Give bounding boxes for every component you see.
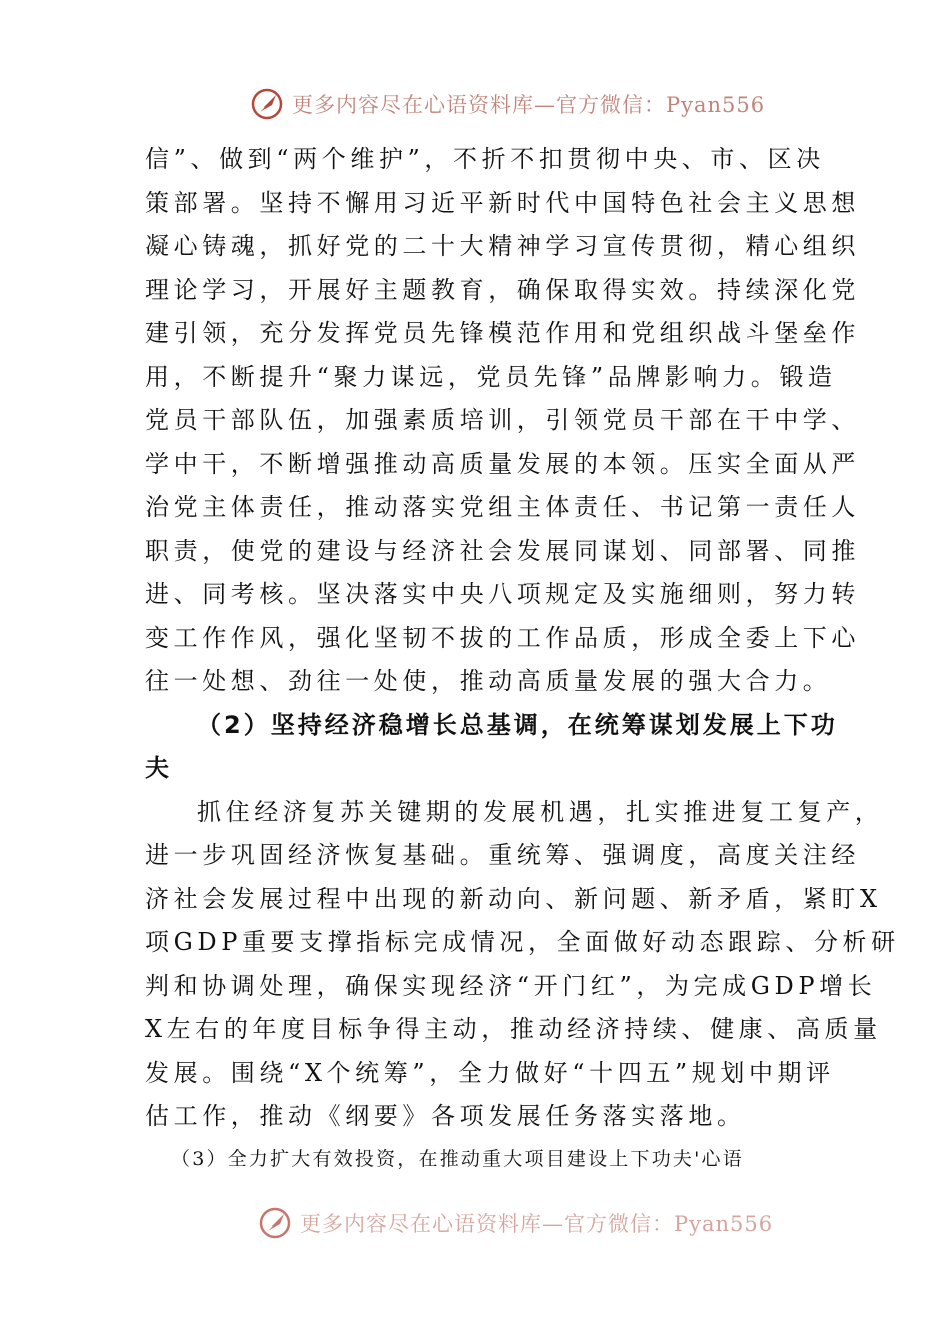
header-watermark xyxy=(250,84,766,124)
quill-pen-logo-icon xyxy=(250,87,284,121)
section-heading-2 xyxy=(145,704,838,791)
text-line: 往一处想、劲往一处使，推动高质量发展的强大合力。 xyxy=(145,667,832,695)
text-line: 职责，使党的建设与经济社会发展同谋划、同部署、同推 xyxy=(145,536,860,565)
text-line: 变工作作风，强化坚韧不拔的工作品质，形成全委上下心 xyxy=(145,623,860,652)
text-line: 学中干，不断增强推动高质量发展的本领。压实全面从严 xyxy=(145,449,860,478)
paragraph-party-building xyxy=(145,138,860,704)
text-line: 进、同考核。坚决落实中央八项规定及实施细则，努力转 xyxy=(145,580,860,608)
section-heading-3: （3）全力扩大有效投资，在推动重大项目建设上下功夫'心语 xyxy=(171,1147,744,1170)
heading-line: （2）坚持经济稳增长总基调，在统筹谋划发展上下功 xyxy=(197,710,838,739)
paragraph-economy xyxy=(145,791,900,1139)
text-line: 估工作，推动《纲要》各项发展任务落实落地。 xyxy=(145,1102,746,1130)
text-line: 凝心铸魂，抓好党的二十大精神学习宣传贯彻，精心组织 xyxy=(145,232,860,260)
text-line: 党员干部队伍，加强素质培训，引领党员干部在干中学、 xyxy=(145,406,860,434)
text-line: 策部署。坚持不懈用习近平新时代中国特色社会主义思想 xyxy=(145,188,860,217)
text-line: 进一步巩固经济恢复基础。重统筹、强调度，高度关注经 xyxy=(145,841,860,869)
text-line: 项GDP重要支撑指标完成情况，全面做好动态跟踪、分析研 xyxy=(145,928,900,956)
text-line: 济社会发展过程中出现的新动向、新问题、新矛盾，紧盯X xyxy=(145,884,882,913)
text-line: 治党主体责任，推动落实党组主体责任、书记第一责任人 xyxy=(145,493,860,521)
text-line: 判和协调处理，确保实现经济“开门红”，为完成GDP增长 xyxy=(145,971,877,1000)
header-watermark-text: 更多内容尽在心语资料库—官方微信：Pyan556 xyxy=(292,93,766,117)
text-line: 抓住经济复苏关键期的发展机遇，扎实推进复工复产， xyxy=(197,797,884,826)
quill-pen-logo-icon xyxy=(258,1206,292,1240)
footer-watermark xyxy=(258,1205,774,1241)
text-line: 理论学习，开展好主题教育，确保取得实效。持续深化党 xyxy=(145,275,860,304)
heading-line: 夫 xyxy=(145,754,172,782)
text-line: 建引领，充分发挥党员先锋模范作用和党组织战斗堡垒作 xyxy=(145,319,860,347)
text-line: 信”、做到“两个维护”，不折不扣贯彻中央、市、区决 xyxy=(145,145,825,173)
footer-watermark-text: 更多内容尽在心语资料库—官方微信：Pyan556 xyxy=(300,1212,774,1236)
text-line: X左右的年度目标争得主动，推动经济持续、健康、高质量 xyxy=(145,1015,882,1043)
text-line: 发展。围绕“X个统筹”，全力做好“十四五”规划中期评 xyxy=(145,1058,835,1087)
document-body xyxy=(145,138,900,1179)
text-line: 用，不断提升“聚力谋远，党员先锋”品牌影响力。锻造 xyxy=(145,362,837,391)
